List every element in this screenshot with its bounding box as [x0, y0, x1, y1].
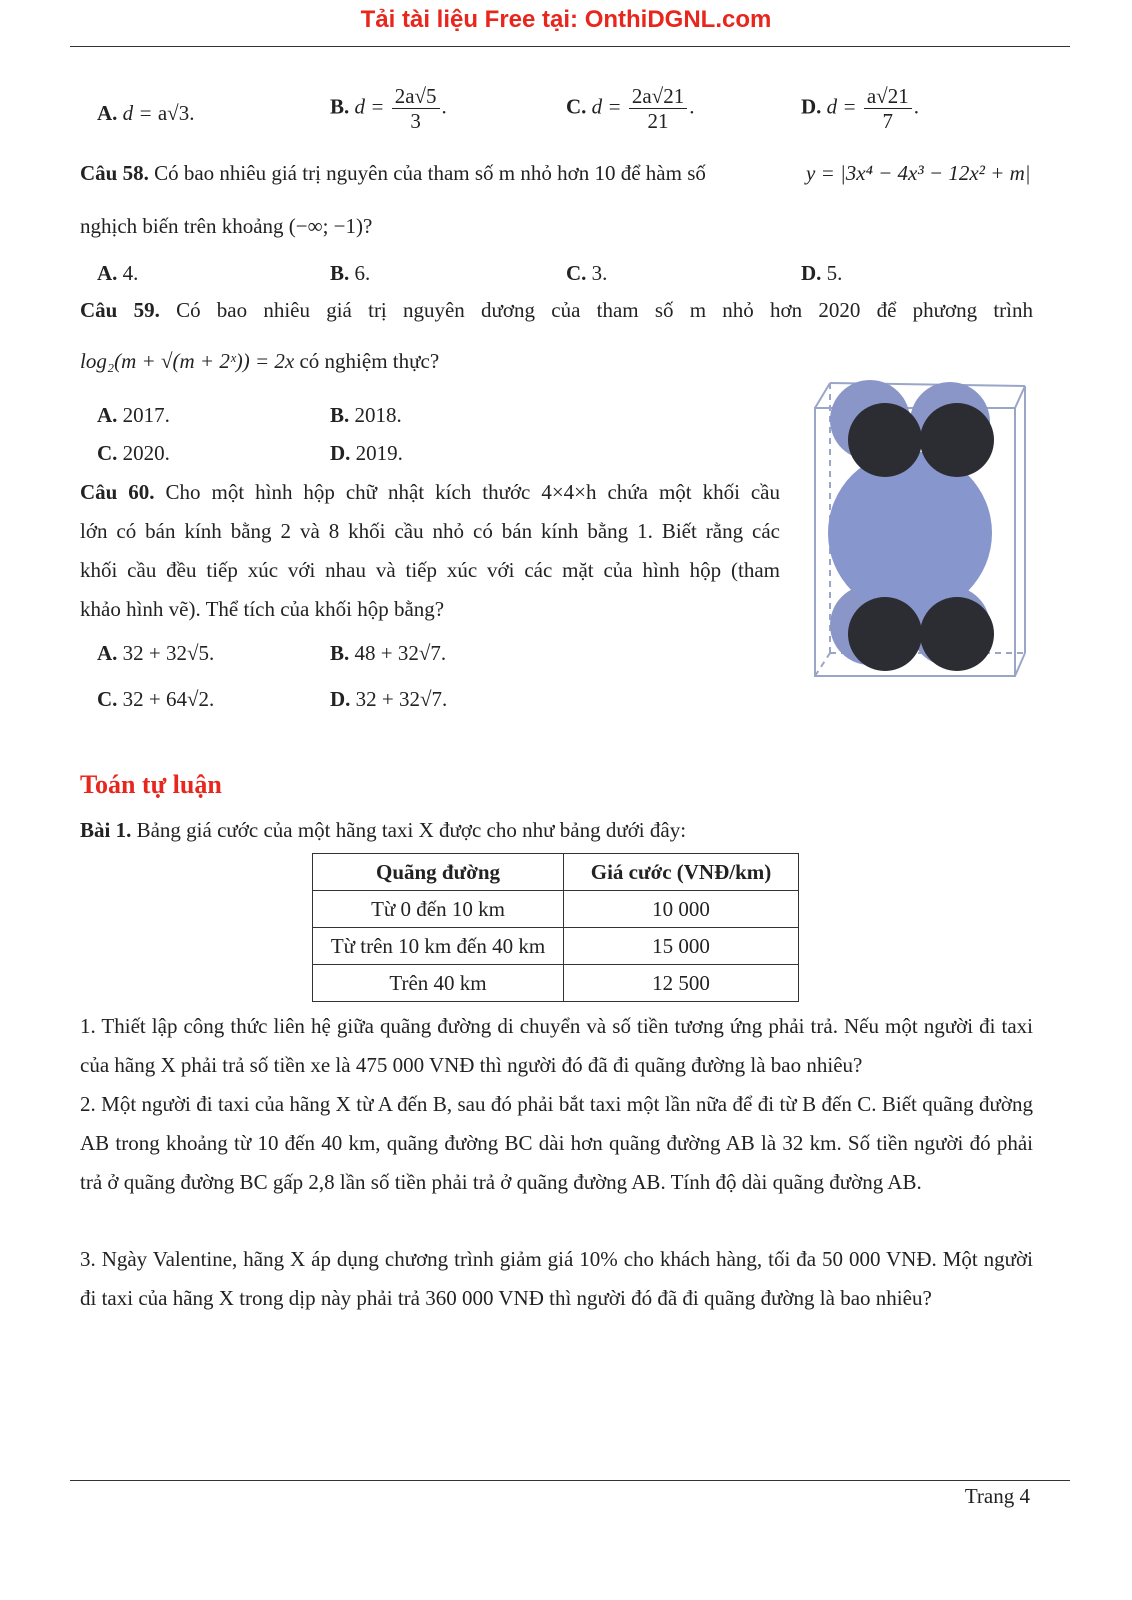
bai1-part-1: 1. Thiết lập công thức liên hệ giữa quãng đường di chuyển và số tiền tương ứng phải trả. Nếu một người đi taxi của hãng X phải trả số tiền xe là 475 000 VNĐ thì người đó đã đi quãng đường là bao nhiêu? — [80, 1014, 1033, 1077]
q59-option-c: C. 2020. — [97, 441, 170, 465]
site-header-link[interactable]: Tải tài liệu Free tại: OnthiDGNL.com — [360, 6, 772, 33]
table-header-cell: Giá cước (VNĐ/km) — [564, 854, 799, 891]
q58-option-a: A. 4. — [97, 261, 139, 285]
q59-stem: Câu 59. Có bao nhiêu giá trị nguyên dương của tham số m nhỏ hơn 2020 để phương trình — [80, 298, 1033, 322]
table-cell: 12 500 — [564, 965, 799, 1002]
q59-formula-line: log₂(m + √(m + 2ˣ)) = 2x có nghiệm thực? — [80, 349, 440, 373]
table-row — [313, 965, 799, 1002]
table-cell: Trên 40 km — [313, 965, 564, 1002]
table-cell: 15 000 — [564, 928, 799, 965]
small-sphere-front-bottom-left — [848, 597, 922, 671]
bai1-part-3: 3. Ngày Valentine, hãng X áp dụng chương trình giảm giá 10% cho khách hàng, tối đa 50 000 VNĐ. Một người đi taxi của hãng X trong dịp này phải trả 360 000 VNĐ thì người đó đã đi quãng đường là bao nhiêu? — [80, 1247, 1033, 1310]
box-spheres-figure — [805, 378, 1027, 683]
q59-option-a: A. 2017. — [97, 403, 170, 427]
section-title: Toán tự luận — [80, 770, 222, 799]
q59-option-b: B. 2018. — [330, 403, 402, 427]
fare-table — [312, 853, 799, 1002]
q60-option-d: D. 32 + 32√7. — [330, 687, 448, 711]
q60-line-4: khảo hình vẽ). Thể tích của khối hộp bằng? — [80, 597, 445, 621]
q58-stem-cont: nghịch biến trên khoảng (−∞; −1)? — [80, 214, 373, 238]
q60-option-c: C. 32 + 64√2. — [97, 687, 215, 711]
table-row — [313, 891, 799, 928]
small-sphere-front-top-right — [920, 403, 994, 477]
bai1-intro: Bài 1. Bảng giá cước của một hãng taxi X được cho như bảng dưới đây: — [80, 818, 687, 842]
q58-option-d: D. 5. — [801, 261, 843, 285]
table-cell: Từ 0 đến 10 km — [313, 891, 564, 928]
bai1-part-2: 2. Một người đi taxi của hãng X từ A đến B, sau đó phải bắt taxi một lần nữa để đi từ B đến C. Biết quãng đường AB trong khoảng từ 10 đến 40 km, quãng đường BC dài hơn quãng đường AB là 32 km. Số tiền người đó phải trả ở quãng đường BC gấp 2,8 lần số tiền phải trả ở quãng đường AB. Tính độ dài quãng đường AB. — [80, 1092, 1033, 1194]
prev-option-d: D. d = $\frac{a√21}{7}$ . — [801, 84, 919, 134]
q58-stem: Câu 58. Có bao nhiêu giá trị nguyên của tham số m nhỏ hơn 10 để hàm số — [80, 161, 706, 185]
footer-rule — [70, 1480, 1070, 1481]
q60-option-b: B. 48 + 32√7. — [330, 641, 447, 665]
q60-line-3: khối cầu đều tiếp xúc với nhau và tiếp xúc với các mặt của hình hộp (tham — [80, 558, 780, 582]
q58-option-b: B. 6. — [330, 261, 371, 285]
big-sphere — [828, 451, 992, 615]
prev-option-b: B. d = $\frac{2a√5}{3}$ . — [330, 84, 447, 134]
table-row — [313, 928, 799, 965]
q60-line-2: lớn có bán kính bằng 2 và 8 khối cầu nhỏ có bán kính bằng 1. Biết rằng các — [80, 519, 780, 543]
table-cell: 10 000 — [564, 891, 799, 928]
small-sphere-front-top-left — [848, 403, 922, 477]
header-rule — [70, 46, 1070, 47]
q59-formula: log₂(m + √(m + 2ˣ)) = 2x — [80, 349, 295, 373]
page-number: Trang 4 — [964, 1484, 1030, 1508]
q60-line-1: Câu 60. Cho một hình hộp chữ nhật kích thước 4×4×h chứa một khối cầu — [80, 480, 781, 504]
q58-formula: y = |3x⁴ − 4x³ − 12x² + m| — [806, 161, 1031, 185]
q58-option-c: C. 3. — [566, 261, 608, 285]
table-header-row — [313, 854, 799, 891]
table-header-cell: Quãng đường — [313, 854, 564, 891]
prev-option-c: C. d = $\frac{2a√21}{21}$ . — [566, 84, 695, 134]
q59-option-d: D. 2019. — [330, 441, 403, 465]
prev-option-a: A. d = a√3. — [97, 101, 195, 125]
q60-option-a: A. 32 + 32√5. — [97, 641, 215, 665]
table-cell: Từ trên 10 km đến 40 km — [313, 928, 564, 965]
small-sphere-front-bottom-right — [920, 597, 994, 671]
